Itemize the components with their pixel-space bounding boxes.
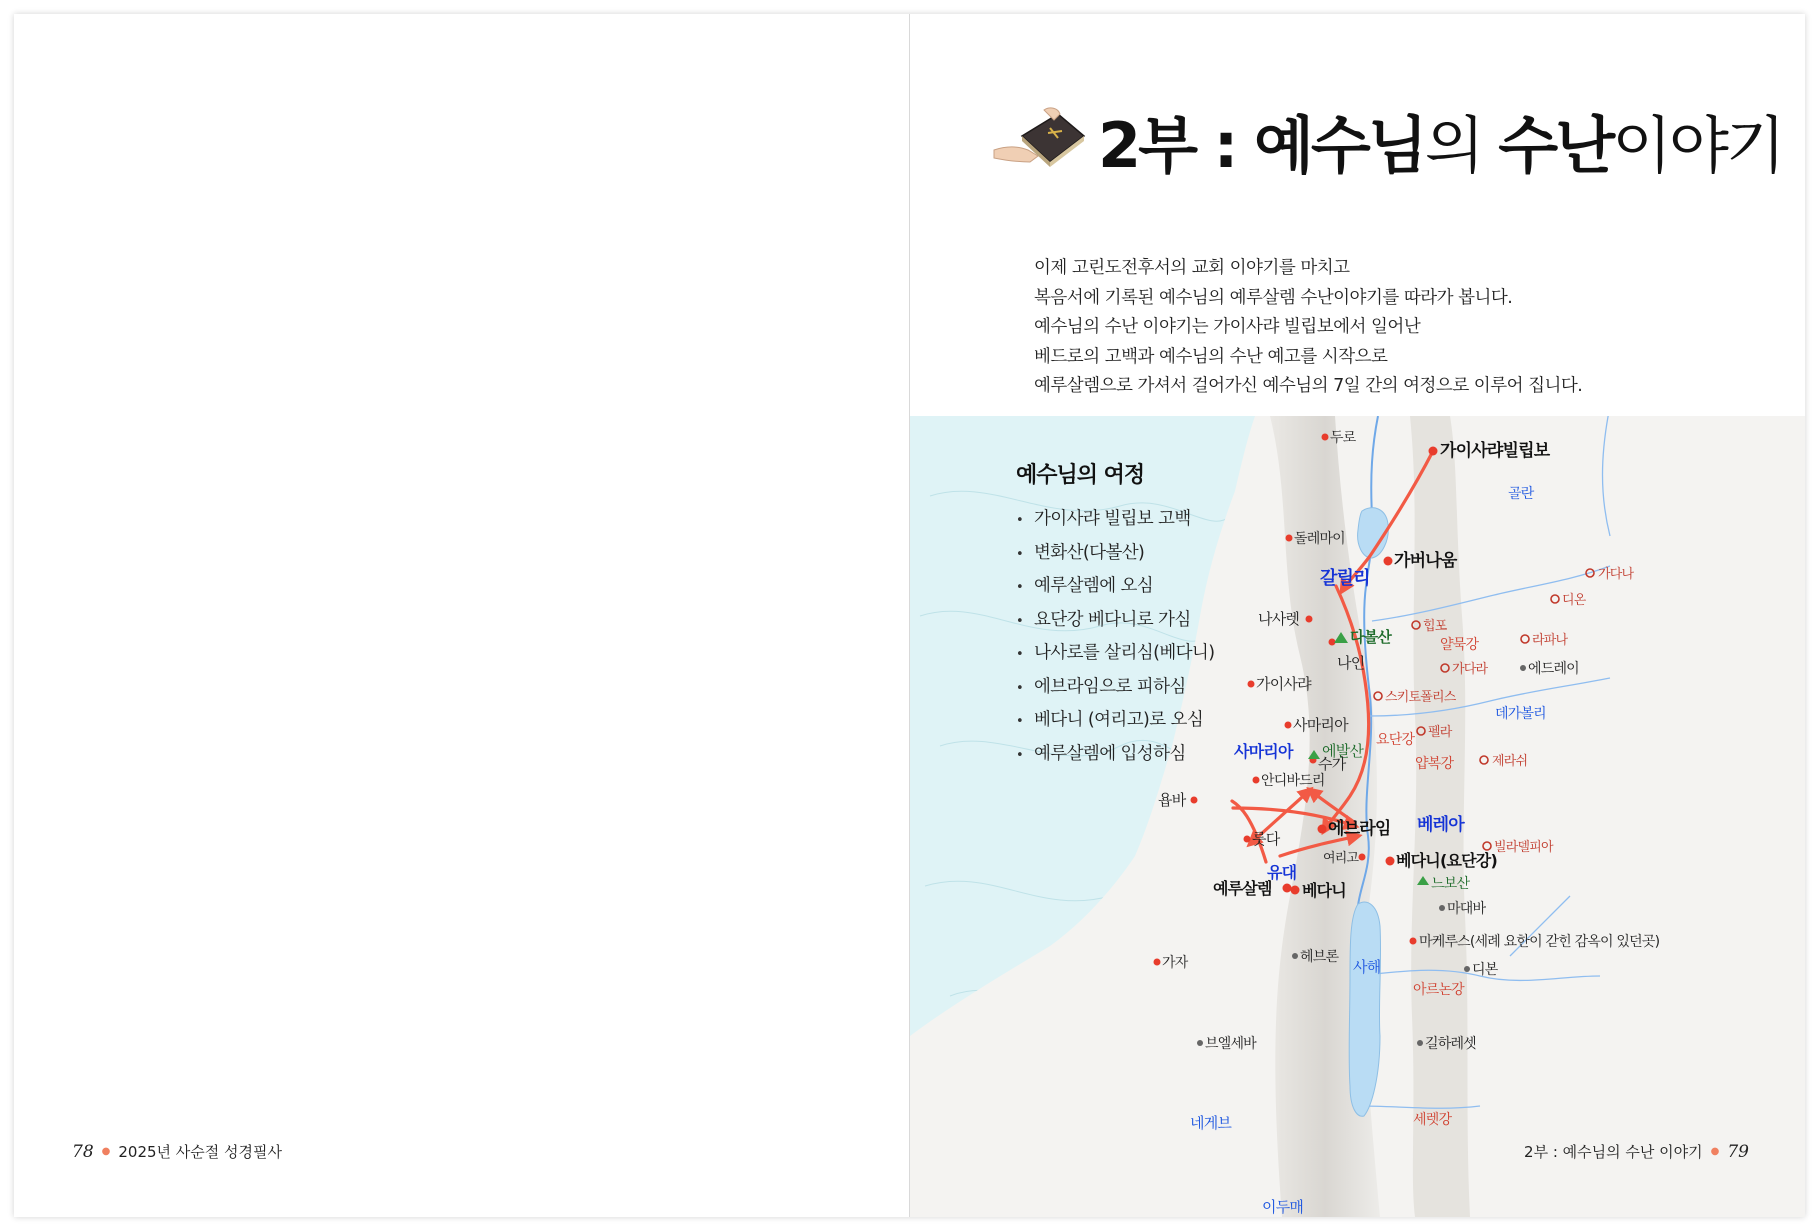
journey-item: • 가이사랴 빌립보 고백 [1016, 503, 1236, 537]
label-kir-hareseth: 길하레셋 [1425, 1036, 1476, 1052]
right-page [910, 14, 1805, 1217]
label-dion: 디온 [1562, 593, 1586, 608]
right-folio [1524, 1141, 1749, 1162]
journey-list [1016, 503, 1236, 771]
intro-line: 예수님의 수난 이야기는 가이사랴 빌립보에서 일어난 [1034, 317, 1421, 337]
label-ebal: 에발산 [1322, 742, 1364, 760]
label-arnon: 아르논강 [1413, 982, 1464, 998]
left-page [14, 14, 910, 1217]
label-lydda: 룻다 [1252, 830, 1280, 848]
title-word-jesus: 예수님 [1254, 109, 1425, 182]
label-yarmuk: 얄묵강 [1440, 637, 1479, 653]
label-jericho: 여리고 [1323, 851, 1359, 866]
label-perea: 베레아 [1417, 815, 1464, 835]
label-medeba: 마대바 [1447, 901, 1486, 917]
label-tyre: 두로 [1330, 430, 1356, 446]
label-dibon: 디본 [1472, 962, 1498, 978]
label-nazareth: 나사렛 [1258, 610, 1300, 628]
label-caesarea-philippi: 가이사랴빌립보 [1440, 441, 1550, 461]
label-bethany: 베다니 [1302, 881, 1346, 900]
label-jerusalem: 예루살렘 [1213, 879, 1272, 898]
label-decapolis: 데가볼리 [1495, 706, 1546, 722]
label-hippos: 힙포 [1423, 619, 1447, 634]
running-title: 2부 : 예수님의 수난 이야기 [1524, 1143, 1703, 1161]
label-philadelphia: 빌라델피아 [1494, 840, 1553, 855]
journey-title: 예수님의 여정 [1016, 463, 1145, 488]
intro-line: 이제 고린도전후서의 교회 이야기를 마치고 [1034, 258, 1350, 278]
label-golan: 골란 [1508, 486, 1534, 502]
journey-item: • 베다니 (여리고)로 오심 [1016, 704, 1236, 738]
label-samaria-region: 사마리아 [1234, 742, 1293, 761]
label-negev: 네게브 [1190, 1114, 1232, 1132]
title-part: 2부 : [1098, 109, 1254, 182]
running-title: 2025년 사순절 성경필사 [118, 1143, 283, 1161]
title-word-passion: 수난 [1498, 109, 1613, 182]
label-sychar: 수가 [1318, 755, 1346, 773]
label-jabbok: 얍복강 [1415, 756, 1454, 772]
label-samaria-city: 사마리아 [1293, 716, 1348, 734]
label-judea: 유대 [1267, 863, 1297, 882]
title-word-story: 이야기 [1612, 109, 1783, 182]
folio-dot: ● [101, 1146, 111, 1157]
journey-item: • 예루살렘에 입성하심 [1016, 738, 1236, 772]
page-title [992, 96, 1783, 185]
journey-item: • 예루살렘에 오심 [1016, 570, 1236, 604]
label-ephraim: 에브라임 [1328, 819, 1391, 839]
book-spread [14, 14, 1805, 1217]
label-edrei: 에드레이 [1528, 661, 1579, 677]
label-caesarea: 가이사랴 [1256, 675, 1311, 693]
page-number: 79 [1727, 1141, 1749, 1162]
label-zered: 세렛강 [1413, 1112, 1452, 1128]
label-ptolemais: 돌레마이 [1294, 531, 1345, 547]
journey-legend [1016, 458, 1236, 771]
dead-sea [1349, 902, 1380, 1116]
label-gerasa: 제라쉬 [1492, 754, 1528, 769]
journey-item: • 변화산(다볼산) [1016, 537, 1236, 571]
label-scythopolis: 스키토폴리스 [1385, 690, 1456, 705]
label-beersheba: 브엘세바 [1205, 1036, 1256, 1052]
label-jordan: 요단강 [1376, 732, 1415, 748]
intro-line: 예루살렘으로 가셔서 걸어가신 예수님의 7일 간의 여정으로 이루어 집니다. [1034, 376, 1583, 396]
label-gaza: 가자 [1162, 955, 1188, 971]
label-machaerus: 마케루스(세례 요한이 갇힌 감옥이 있던곳) [1419, 934, 1660, 950]
journey-item: • 에브라임으로 피하심 [1016, 671, 1236, 705]
label-nain: 나인 [1337, 654, 1365, 672]
folio-dot: ● [1710, 1146, 1720, 1157]
label-nebo: 느보산 [1431, 876, 1470, 892]
label-dead-sea: 사해 [1353, 958, 1381, 976]
label-antipatris: 안디바드리 [1261, 773, 1325, 789]
label-gadana: 가다나 [1598, 567, 1634, 582]
label-hebron: 헤브론 [1300, 949, 1339, 965]
label-bethany-jordan: 베다니(요단강) [1396, 851, 1497, 870]
label-capernaum: 가버나움 [1394, 551, 1457, 571]
journey-item: • 나사로를 살리심(베다니) [1016, 637, 1236, 671]
hand-holding-bible-icon [992, 106, 1088, 176]
intro-line: 복음서에 기록된 예수님의 예루살렘 수난이야기를 따라가 봅니다. [1034, 287, 1513, 308]
label-raphana: 라파나 [1532, 633, 1568, 648]
label-idumea: 이두매 [1262, 1198, 1304, 1216]
label-gadara: 가다라 [1452, 662, 1488, 677]
label-tabor: 다볼산 [1350, 628, 1392, 646]
journey-item: • 요단강 베다니로 가심 [1016, 604, 1236, 638]
page-number: 78 [72, 1141, 94, 1162]
passion-journey-map [910, 416, 1805, 1217]
title-particle: 의 [1424, 109, 1499, 182]
intro-paragraph [1034, 254, 1582, 402]
intro-line: 베드로의 고백과 예수님의 수난 예고를 시작으로 [1034, 346, 1388, 367]
label-joppa: 욥바 [1158, 791, 1186, 809]
left-folio [72, 1141, 282, 1162]
label-pella: 펠라 [1428, 725, 1452, 740]
label-galilee: 갈릴리 [1320, 568, 1370, 589]
